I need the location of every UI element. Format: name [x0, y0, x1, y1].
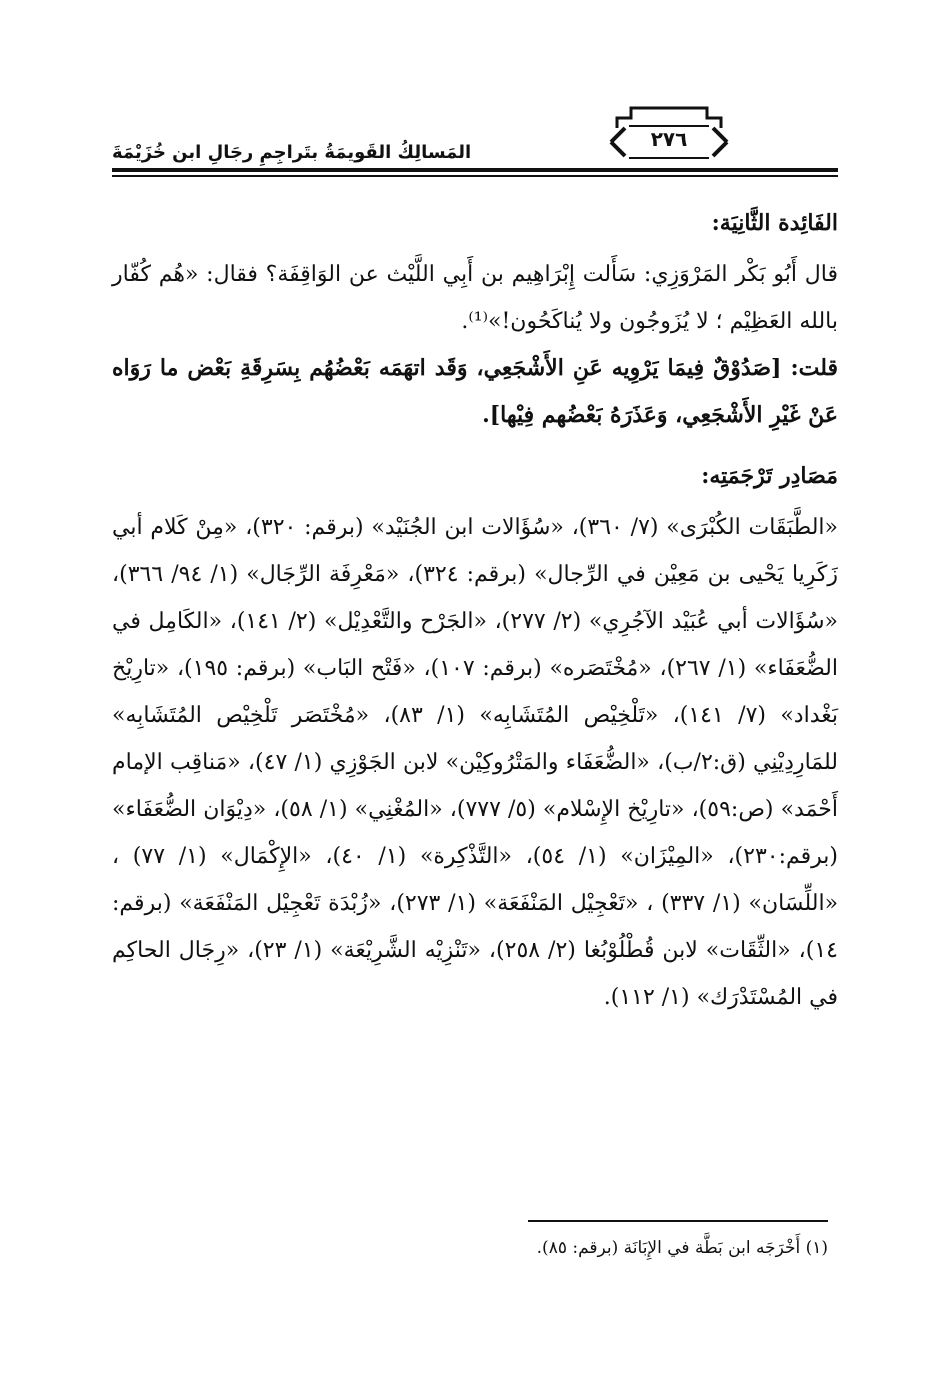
section-heading: الفَائِدة الثَّانِيَة: [711, 210, 838, 236]
header-rule-thick [112, 168, 838, 172]
main-text [112, 200, 838, 1021]
header-rule-thin [112, 175, 838, 177]
footnote: (١) أَخْرَجَه ابن بَطَّة في الإِبَانَة (برقم: ٨٥). [536, 1238, 828, 1258]
narration-paragraph: قال أَبُو بَكْر المَرْوَزِي: سَأَلت إِبْرَاهِيم بن أَبِي اللَّيْث عن الوَاقِفَة؟ فقال: «هُم كُفّار بالله العَظِيْم ؛ لا يُزَوجُون ولا يُناكَحُون!»⁽¹⁾. [112, 262, 838, 334]
sources-paragraph: «الطَّبَقَات الكُبْرَى» (٧/ ٣٦٠)، «سُؤَالات ابن الجُنَيْد» (برقم: ٣٢٠)، «مِنْ كَلام أبي زَكَرِيا يَحْيى بن مَعِيْن في الرِّجال» (برقم: ٣٢٤)، «مَعْرِفَة الرِّجَال» (١/ ٩٤/ ٣٦٦)، «سُؤَالات أبي عُبَيْد الآجُرِي» (٢/ ٢٧٧)، «الجَرْح والتَّعْدِيْل» (٢/ ١٤١)، «الكَامِل في الضُّعَفَاء» (١/ ٢٦٧)، «مُخْتَصَره» (برقم: ١٠٧)، «فَتْح البَاب» (برقم: ١٩٥)، «تارِيْخ بَغْداد» (٧/ ١٤١)، «تَلْخِيْص المُتَشَابِه» (١/ ٨٣)، «مُخْتَصَر تَلْخِيْص المُتَشَابِه» للمَارِدِيْنِي (ق:٢/ب)، «الضُّعَفَاء والمَتْرُوكِيْن» لابن الجَوْزِي (١/ ٤٧)، «مَناقِب الإمام أَحْمَد» (ص:٥٩)، «تارِيْخ الإِسْلام» (٥/ ٧٧٧)، «المُغْنِي» (١/ ٥٨)، «دِيْوَان الضُّعَفَاء» (برقم:٢٣٠)، «المِيْزَان» (١/ ٥٤)، «التَّذْكِرة» (١/ ٤٠)، «الإِكْمَال» (١/ ٧٧) ، «اللِّسَان» (١/ ٣٣٧) ، «تَعْجِيْل المَنْفَعَة» (١/ ٢٧٣)، «زُبْدَة تَعْجِيْل المَنْفَعَة» (برقم: ١٤)، «الثِّقَات» لابن قُطْلُوْبُغا (٢/ ٢٥٨)، «تَنْزِيْه الشَّرِيْعَة» (١/ ٢٣)، «رِجَال الحاكِم في المُسْتَدْرَك» (١/ ١١٢). [112, 515, 839, 1010]
page-number-badge [609, 102, 729, 166]
paragraph-spacer [112, 439, 838, 453]
running-header [112, 102, 838, 188]
book-title: المَسالِكُ القَويمَةُ بتَراجِمِ رجَالِ ابن خُزَيْمَةَ [112, 142, 472, 163]
sources-heading: مَصَادِر تَرْجَمَتِه: [701, 463, 838, 489]
page-number: ٢٧٦ [650, 127, 688, 151]
verdict-paragraph: قلت: [صَدُوْقٌ فِيمَا يَرْوِيه عَنِ الأَشْجَعِي، وَقَد اتهَمَه بَعْضُهُم بِسَرِقَةِ بَعْض ما رَوَاه عَنْ غَيْرِ الأَشْجَعِي، وَعَذَرَهُ بَعْضُهم فِيْها]. [112, 355, 838, 428]
footnote-separator [528, 1220, 828, 1222]
